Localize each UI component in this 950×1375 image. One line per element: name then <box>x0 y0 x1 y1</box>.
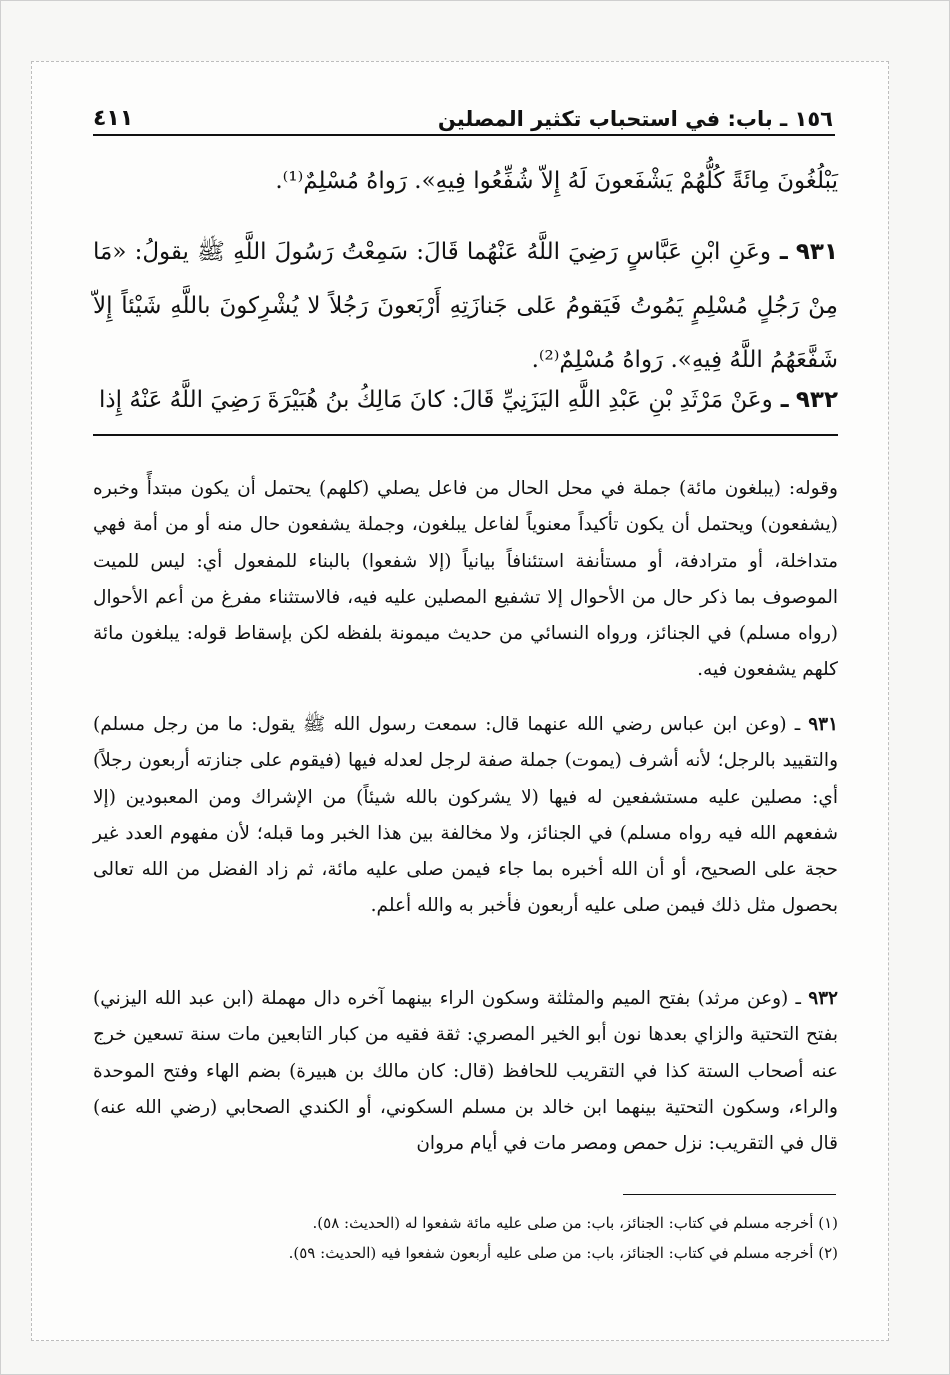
hadith-932: ٩٣٢ ـ وعَنْ مَرْثَدِ بْنِ عَبْدِ اللَّهِ اليَزَنِيِّ قَالَ: كانَ مَالِكُ بنُ هُبَيْرَةَ رَضِيَ اللَّهُ عَنْهُ إِذا <box>99 387 838 413</box>
footnote-1: (١) أخرجه مسلم في كتاب: الجنائز، باب: من صلى عليه مائة شفعوا له (الحديث: ٥٨). <box>312 1214 838 1232</box>
commentary-paragraph <box>93 471 838 689</box>
page-number: ٤١١ <box>93 106 134 131</box>
footnote-2: (٢) أخرجه مسلم في كتاب: الجنائز، باب: من صلى عليه أربعون شفعوا فيه (الحديث: ٥٩). <box>288 1244 838 1262</box>
commentary-text: وقوله: (يبلغون مائة) جملة في محل الحال من فاعل يصلي (كلهم) يحتمل أن يكون مبتدأً وخبره (يشفعون) ويحتمل أن يكون تأكيداً معنوياً لفاعل يبلغون، وجملة يشفعون حال منه أو من أمة فهي متداخلة، أو مترادفة، أو مستأنفة استئنافاً بيانياً (إلا شفعوا) بالبناء للمفعول أي: ليس للميت الموصوف بما ذكر حال من الأحوال إلا تشفيع المصلين عليه فيه، فالاستثناء مفرغ من أعم الأحوال (رواه مسلم) في الجنائز، ورواه النسائي من حديث ميمونة بلفظه لكن بإسقاط قوله: يبلغون مائة كلهم يشفعون فيه. <box>93 478 838 681</box>
hadith-continuation <box>93 154 838 208</box>
chapter-title: ١٥٦ ـ باب: في استحباب تكثير المصلين <box>437 107 833 131</box>
hadith-text: وعَنِ ابْنِ عَبَّاسٍ رَضِيَ اللَّهُ عَنْهُما قَالَ: سَمِعْتُ رَسُولَ اللَّهِ ﷺ يقولُ: «مَا مِنْ رَجُلٍ مُسْلِمٍ يَمُوتُ فَيَقومُ عَلى جَنازَتِهِ أَرْبَعونَ رَجُلاً لا يُشْرِكونَ باللَّهِ شَيْئاً إِلاّ شَفَّعَهُمُ اللَّهُ فِيهِ». رَواهُ مُسْلِمٌ⁽²⁾. <box>93 239 838 373</box>
footnote-rule <box>623 1194 836 1195</box>
commentary-number: ٩٣٢ <box>808 988 838 1009</box>
running-header <box>93 99 833 131</box>
hadith-number: ٩٣٢ <box>795 387 838 413</box>
commentary-text: ـ (وعن مرثد) بفتح الميم والمثلثة وسكون الراء بينهما آخره دال مهملة (ابن عبد الله اليزني) بفتح التحتية والزاي بعدها نون أبو الخير المصري: ثقة فقيه من كبار التابعين مات سنة تسعين خرج عنه أصحاب الستة كذا في التقريب للحافظ (قال: كان مالك بن هبيرة) بضم الهاء وفتح الموحدة والراء، وسكون التحتية بينهما ابن خالد بن مسلم السكوني، أو الكندي الصحابي (رضي الله عنه) قال في التقريب: نزل حمص ومصر مات في أيام مروان <box>93 988 838 1155</box>
commentary-number: ٩٣١ <box>808 714 839 735</box>
hadith-number: ٩٣١ <box>795 239 838 265</box>
commentary-932 <box>93 981 838 1162</box>
hadith-931: ٩٣١ ـ وعَنِ ابْنِ عَبَّاسٍ رَضِيَ اللَّهُ عَنْهُما قَالَ: سَمِعْتُ رَسُولَ اللَّهِ ﷺ يقولُ: «مَا مِنْ رَجُلٍ مُسْلِمٍ يَمُوتُ فَيَقومُ عَلى جَنازَتِهِ أَرْبَعونَ رَجُلاً لا يُشْرِكونَ باللَّهِ شَيْئاً إِلاّ شَفَّعَهُمُ اللَّهُ فِيهِ». رَواهُ مُسْلِمٌ⁽²⁾. <box>93 239 838 373</box>
commentary-931 <box>93 707 838 925</box>
header-rule <box>93 134 835 136</box>
hadith-continuation-text: يَبْلُغُونَ مِائَةً كُلُّهُمْ يَشْفَعونَ لَهُ إِلاّ شُفِّعُوا فِيهِ». رَواهُ مُسْلِمٌ⁽¹⁾. <box>275 168 838 194</box>
hadith-text: وعَنْ مَرْثَدِ بْنِ عَبْدِ اللَّهِ اليَزَنِيِّ قَالَ: كانَ مَالِكُ بنُ هُبَيْرَةَ رَضِيَ اللَّهُ عَنْهُ إِذا <box>99 387 773 413</box>
commentary-text: ـ (وعن ابن عباس رضي الله عنهما قال: سمعت رسول الله ﷺ يقول: ما من رجل مسلم) والتقييد بالرجل؛ لأنه أشرف (يموت) جملة صفة لرجل لعدله فيها (فيقوم على جنازته أربعون رجلاً) أي: مصلين عليه مستشفعين له فيها (لا يشركون بالله شيئاً) من الإشراك ومن المعبودين (إلا شفعهم الله فيه رواه مسلم) في الجنائز، ولا مخالفة بين هذا الخبر وما قبله؛ لأن مفهوم العدد غير حجة على الصحيح، أو أن الله أخبره بما جاء فيمن صلى عليه مائة، ثم زاد الفضل من الله تعالى بحصول مثل ذلك فيمن صلى عليه أربعون فأخبر به والله أعلم. <box>93 714 838 917</box>
section-divider <box>93 434 838 436</box>
